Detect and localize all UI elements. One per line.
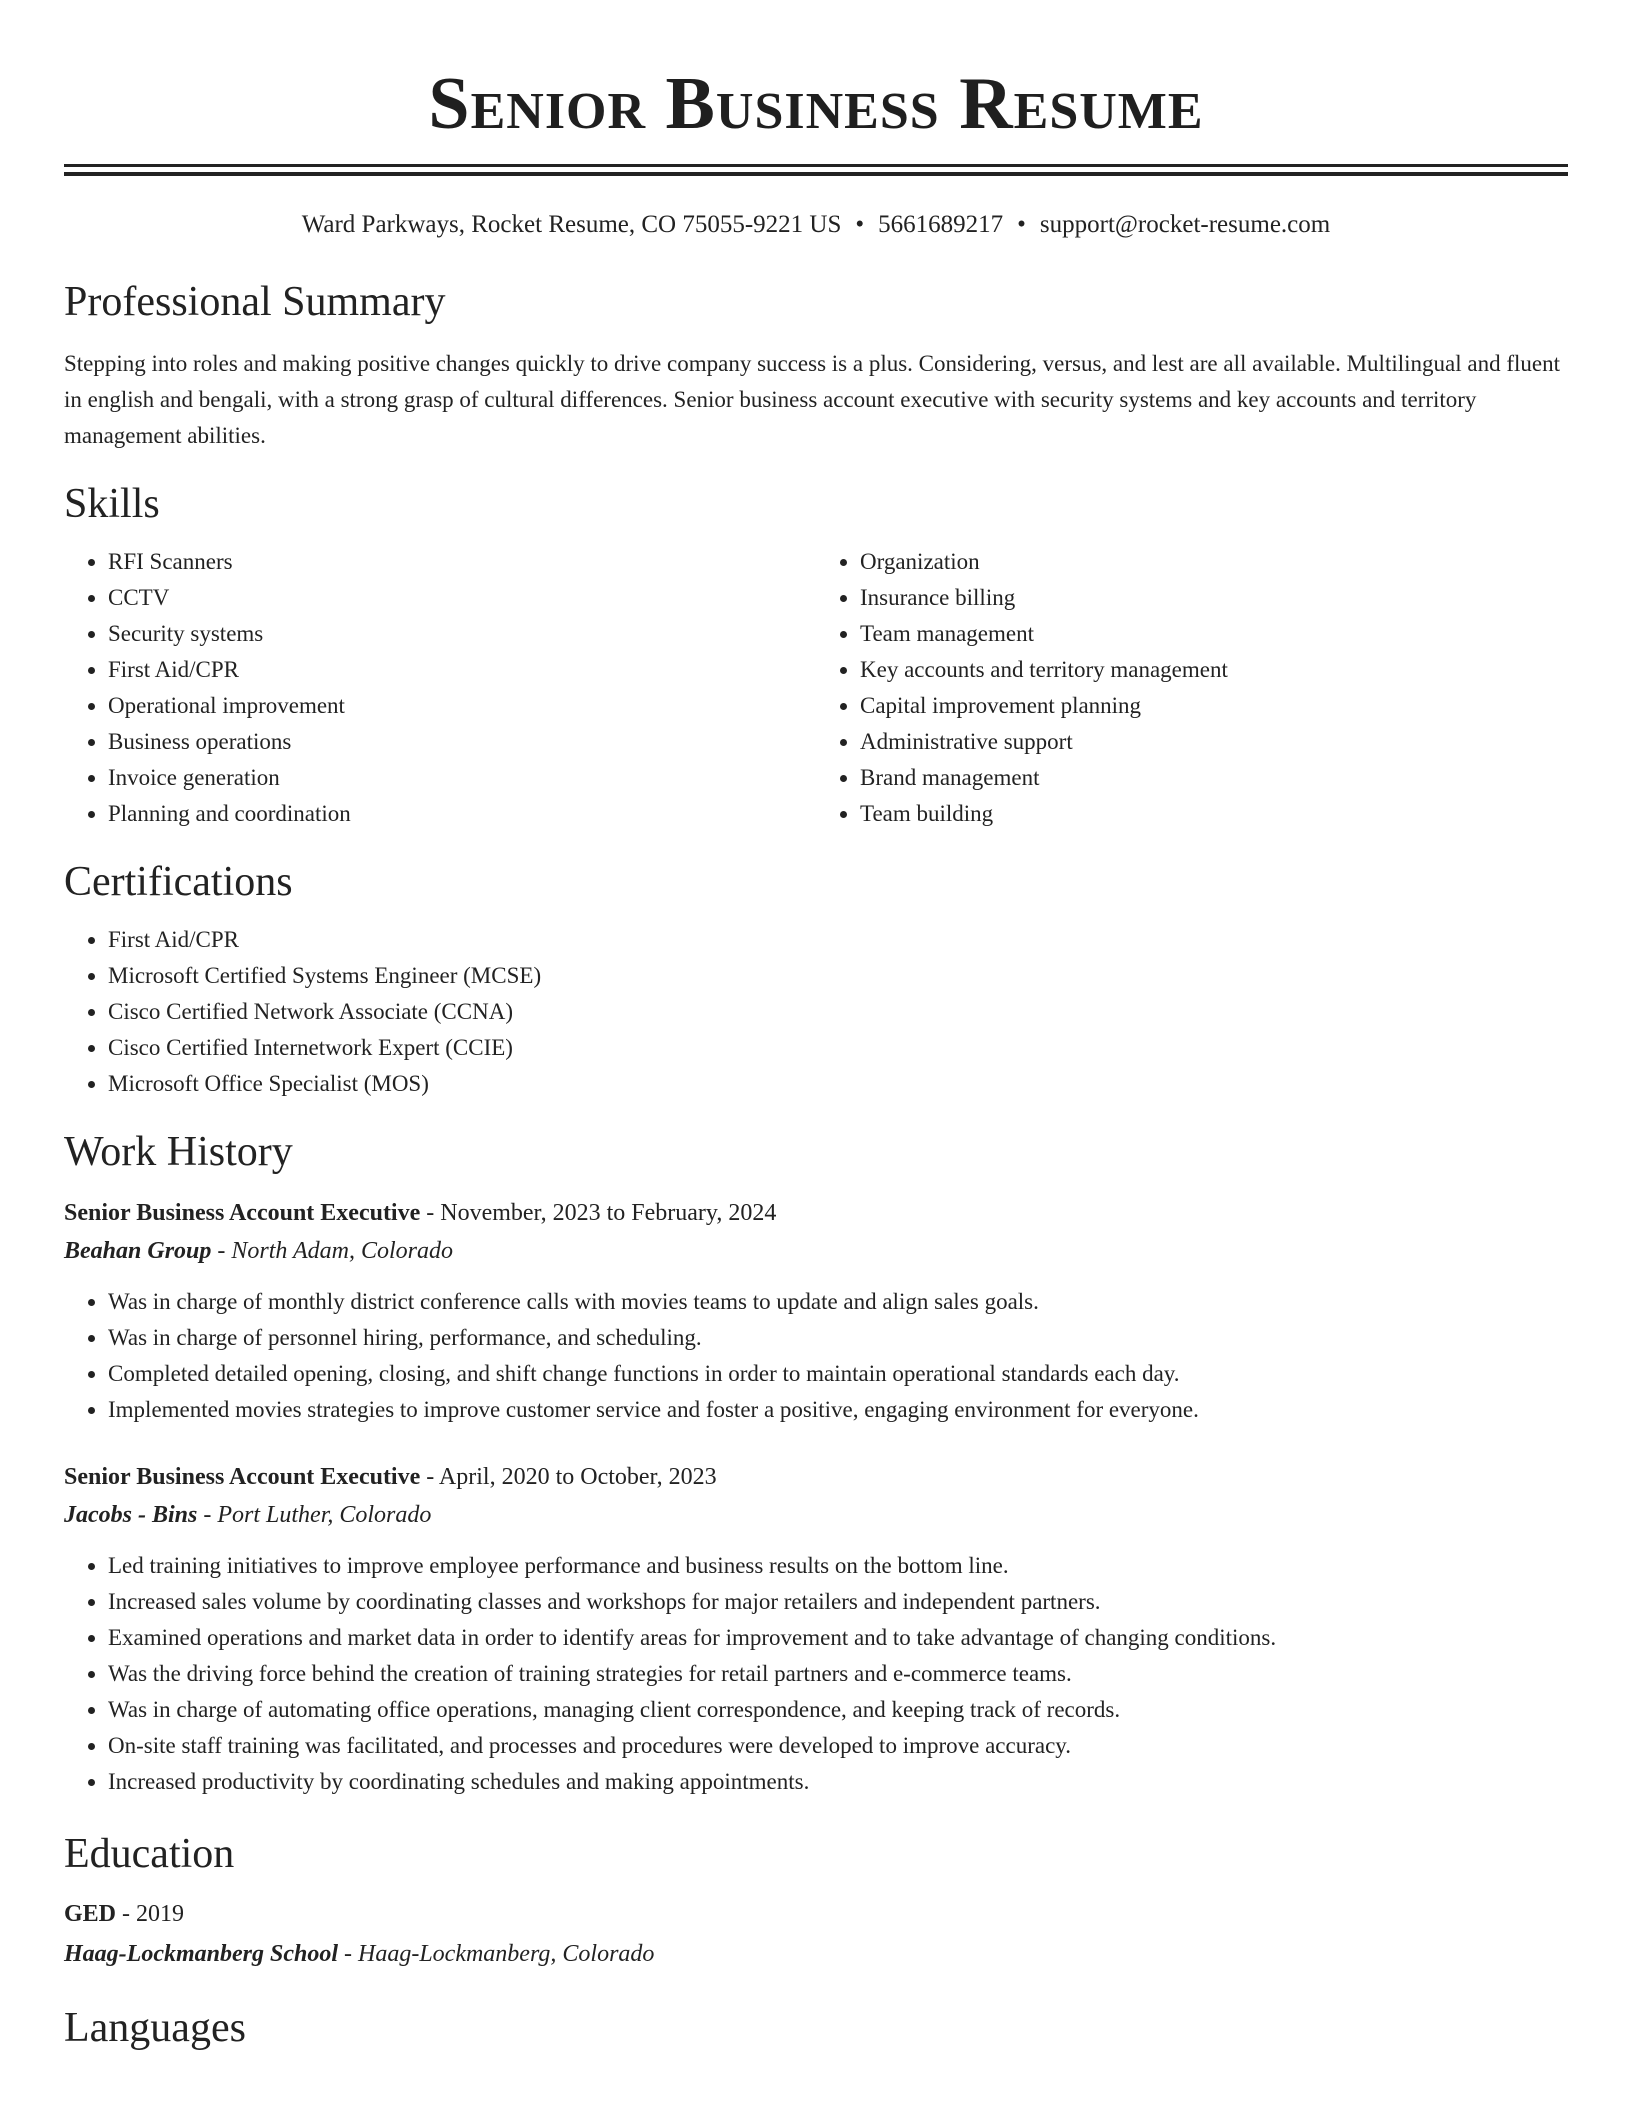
job-bullet: • Was the driving force behind the creation of training strategies for retail partners and e-commerce teams. (108, 1656, 1568, 1692)
resume-page (64, 0, 1568, 2054)
skill-item: • Team building (860, 796, 1568, 832)
job-company: Jacobs - Bins (64, 1502, 198, 1528)
skills-list-left (64, 544, 816, 832)
section-heading-work-history: Work History (64, 1129, 293, 1175)
job-entry (64, 1194, 1568, 1428)
skill-item: • Insurance billing (860, 580, 1568, 616)
certification-item: • Microsoft Certified Systems Engineer (MCSE) (108, 958, 1568, 994)
job-bullet: • On-site staff training was facilitated, and processes and procedures were developed to improve accuracy. (108, 1728, 1568, 1764)
job-bullet: • Led training initiatives to improve employee performance and business results on the bottom line. (108, 1548, 1568, 1584)
skill-item: • Invoice generation (108, 760, 816, 796)
skills-list-right (816, 544, 1568, 832)
job-bullet: • Was in charge of monthly district conference calls with movies teams to update and align sales goals. (108, 1284, 1568, 1320)
skills-columns (64, 544, 1568, 832)
job-bullet: • Increased productivity by coordinating schedules and making appointments. (108, 1764, 1568, 1800)
education-school: Haag-Lockmanberg School (64, 1941, 338, 1967)
skill-item: • Administrative support (860, 724, 1568, 760)
skill-item: • CCTV (108, 580, 816, 616)
skill-item: • First Aid/CPR (108, 652, 816, 688)
skill-item: • RFI Scanners (108, 544, 816, 580)
job-bullet: • Increased sales volume by coordinating classes and workshops for major retailers and independent partners. (108, 1584, 1568, 1620)
job-company-line (64, 1496, 1568, 1534)
skill-item: • Security systems (108, 616, 816, 652)
job-location: - North Adam, Colorado (211, 1238, 453, 1264)
education-school-line (64, 1934, 1568, 1974)
job-bullets (64, 1284, 1568, 1428)
job-entry (64, 1458, 1568, 1800)
contact-phone: 5661689217 (878, 211, 1004, 238)
education-degree: GED (64, 1901, 117, 1927)
certifications-list (64, 922, 1568, 1102)
job-title: Senior Business Account Executive (64, 1464, 421, 1490)
job-dates: - November, 2023 to February, 2024 (420, 1200, 777, 1226)
skill-item: • Organization (860, 544, 1568, 580)
job-bullet: • Implemented movies strategies to improve customer service and foster a positive, engaging environment for everyone. (108, 1392, 1568, 1428)
skill-item: • Operational improvement (108, 688, 816, 724)
skill-item: • Brand management (860, 760, 1568, 796)
job-bullet: • Completed detailed opening, closing, and shift change functions in order to maintain operational standards each day. (108, 1356, 1568, 1392)
education-location: - Haag-Lockmanberg, Colorado (338, 1941, 655, 1967)
certification-item: • First Aid/CPR (108, 922, 1568, 958)
section-heading-skills: Skills (64, 481, 160, 527)
section-heading-languages: Languages (64, 2005, 246, 2051)
title-divider-top (64, 164, 1568, 167)
certification-item: • Cisco Certified Network Associate (CCNA) (108, 994, 1568, 1030)
resume-title: Senior Business Resume (428, 63, 1204, 145)
contact-separator: • (1017, 211, 1026, 238)
skill-item: • Planning and coordination (108, 796, 816, 832)
skill-item: • Key accounts and territory management (860, 652, 1568, 688)
skill-item: • Business operations (108, 724, 816, 760)
job-dates: - April, 2020 to October, 2023 (420, 1464, 717, 1490)
job-bullet: • Was in charge of personnel hiring, performance, and scheduling. (108, 1320, 1568, 1356)
job-bullet: • Examined operations and market data in order to identify areas for improvement and to take advantage of changing conditions. (108, 1620, 1568, 1656)
certification-item: • Microsoft Office Specialist (MOS) (108, 1066, 1568, 1102)
education-degree-line (64, 1894, 1568, 1934)
job-bullets (64, 1548, 1568, 1800)
education-year: - 2019 (116, 1901, 185, 1927)
section-heading-education: Education (64, 1831, 235, 1877)
job-title-line (64, 1458, 1568, 1496)
job-title-line (64, 1194, 1568, 1232)
section-heading-summary: Professional Summary (64, 279, 446, 325)
contact-line (64, 208, 1568, 242)
contact-separator: • (855, 211, 865, 238)
job-company: Beahan Group (64, 1238, 212, 1264)
contact-email: support@rocket-resume.com (1039, 211, 1331, 238)
title-divider-bottom (64, 172, 1568, 176)
job-bullet: • Was in charge of automating office operations, managing client correspondence, and keeping track of records. (108, 1692, 1568, 1728)
certification-item: • Cisco Certified Internetwork Expert (CCIE) (108, 1030, 1568, 1066)
job-location: - Port Luther, Colorado (197, 1502, 432, 1528)
job-title: Senior Business Account Executive (64, 1200, 421, 1226)
section-heading-certifications: Certifications (64, 859, 293, 905)
contact-address: Ward Parkways, Rocket Resume, CO 75055-9221 US (301, 211, 842, 238)
job-company-line (64, 1232, 1568, 1270)
skill-item: • Team management (860, 616, 1568, 652)
summary-text: Stepping into roles and making positive changes quickly to drive company success is a plus. Considering, versus, and lest are all available. Multilingual and fluent in english and bengali, with a strong grasp of cultural differences. Senior business account executive with security systems and key accounts and territory management abilities. (64, 351, 1560, 448)
skill-item: • Capital improvement planning (860, 688, 1568, 724)
